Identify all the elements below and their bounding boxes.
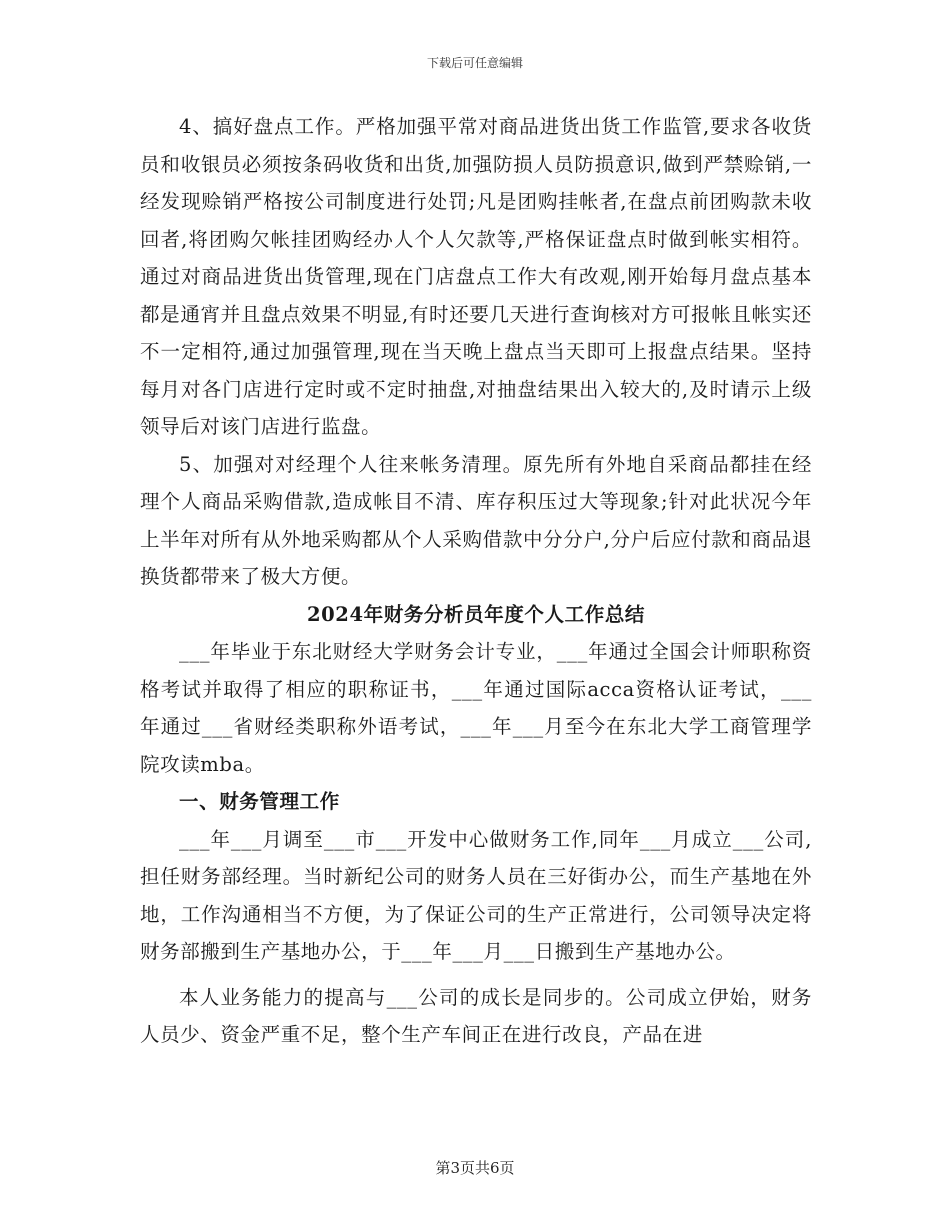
paragraph-growth: 本人业务能力的提高与___公司的成长是同步的。公司成立伊始，财务人员少、资金严重不足，整个生产车间正在进行改良，产品在进	[140, 985, 812, 1046]
paragraph-work-history: ___年___月调至___市___开发中心做财务工作,同年___月成立___公司,担任财务部经理。当时新纪公司的财务人员在三好街办公，而生产基地在外地，工作沟通相当不方便，为了保证公司的生产正常进行，公司领导决定将财务部搬到生产基地办公，于___年___月___日搬到生产基地办公。	[140, 827, 812, 963]
header-note: 下载后可任意编辑	[426, 56, 523, 70]
document-body	[140, 108, 812, 1054]
paragraph-inventory: 4、搞好盘点工作。严格加强平常对商品进货出货工作监管,要求各收货员和收银员必须按条码收货和出货,加强防损人员防损意识,做到严禁赊销,一经发现赊销严格按公司制度进行处罚;凡是团购挂帐者,在盘点前团购款未收回者,将团购欠帐挂团购经办人个人欠款等,严格保证盘点时做到帐实相符。通过对商品进货出货管理,现在门店盘点工作大有改观,刚开始每月盘点基本都是通宵并且盘点效果不明显,有时还要几天进行查询核对方可报帐且帐实还不一定相符,通过加强管理,现在当天晚上盘点当天即可上报盘点结果。坚持每月对各门店进行定时或不定时抽盘,对抽盘结果出入较大的,及时请示上级领导后对该门店进行监盘。	[140, 115, 812, 438]
page-number: 第3页共6页	[435, 1159, 515, 1177]
paragraph-gap	[140, 971, 812, 979]
document-title: 2024年财务分析员年度个人工作总结	[306, 602, 646, 626]
paragraph-accounts: 5、加强对对经理个人往来帐务清理。原先所有外地自采商品都挂在经理个人商品采购借款,造成帐目不清、库存积压过大等现象;针对此状况今年上半年对所有从外地采购都从个人采购借款中分分户,分户后应付款和商品退换货都带来了极大方便。	[140, 452, 812, 588]
section-heading-financial-management: 一、财务管理工作	[179, 790, 340, 813]
paragraph-education: ___年毕业于东北财经大学财务会计专业，___年通过全国会计师职称资格考试并取得了相应的职称证书，___年通过国际acca资格认证考试，___年通过___省财经类职称外语考试，___年___月至今在东北大学工商管理学院攻读mba。	[140, 640, 812, 776]
